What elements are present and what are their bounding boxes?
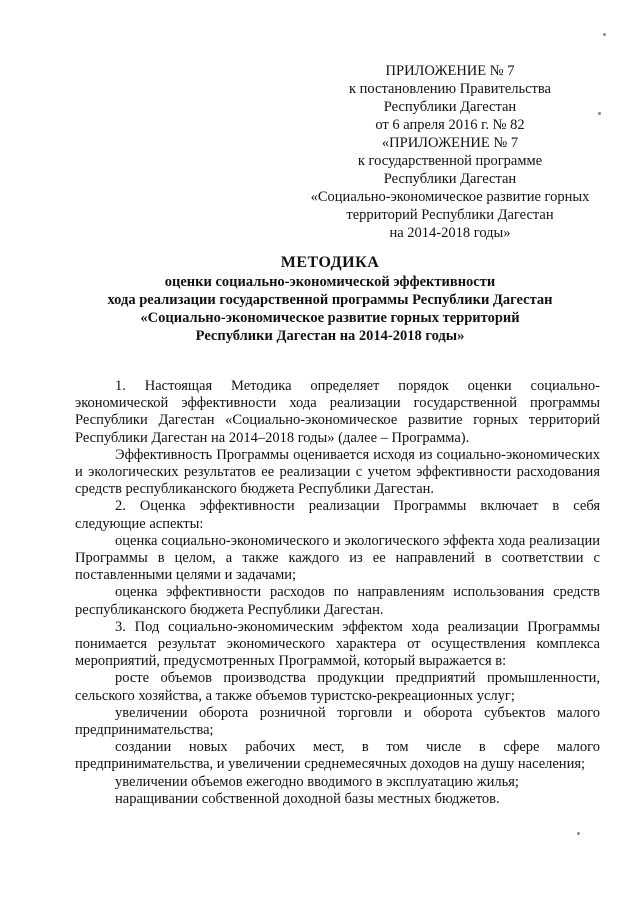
header-line: территорий Республики Дагестан <box>346 207 554 223</box>
header-line: Республики Дагестан <box>383 99 517 115</box>
document-title <box>60 253 600 345</box>
header-line: «ПРИЛОЖЕНИЕ № 7 <box>381 135 519 151</box>
header-line: Республики Дагестан <box>383 171 517 187</box>
title-line: «Социально-экономическое развитие горных территорий <box>140 310 520 326</box>
title-line: Республики Дагестан на 2014-2018 годы» <box>195 328 465 344</box>
paragraph: создании новых рабочих мест, в том числе в сфере малого предпринимательства, и увеличении среднемесячных доходов на душу населения; <box>75 739 600 773</box>
scan-speck <box>603 33 606 36</box>
header-line: на 2014-2018 годы» <box>389 225 511 241</box>
scan-speck <box>598 112 601 115</box>
title-line: оценки социально-экономической эффективности <box>164 274 496 290</box>
paragraph: оценка эффективности расходов по направлениям использования средств республиканского бюджета Республики Дагестан. <box>75 584 600 618</box>
paragraph: 1. Настоящая Методика определяет порядок оценки социально-экономической эффективности хода реализации государственной программы Республики Дагестан «Социально-экономическое развитие горных территорий Республики Дагестан на 2014–2018 годы» (далее – Программа). <box>75 378 600 446</box>
header-line: к государственной программе <box>357 153 543 169</box>
paragraph: росте объемов производства продукции предприятий промышленности, сельского хозяйства, а также объемов туристско-рекреационных услуг; <box>75 670 600 704</box>
document-body <box>75 378 600 808</box>
header-line: ПРИЛОЖЕНИЕ № 7 <box>385 63 515 79</box>
scan-speck <box>577 832 580 835</box>
title-line: хода реализации государственной программы Республики Дагестан <box>107 292 553 308</box>
title-main: МЕТОДИКА <box>280 254 380 271</box>
paragraph: Эффективность Программы оценивается исходя из социально-экономических и экологических результатов ее реализации с учетом эффективности расходования средств республиканского бюджета Республики Дагестан. <box>75 446 600 498</box>
paragraph: 2. Оценка эффективности реализации Программы включает в себя следующие аспекты: <box>75 498 600 532</box>
paragraph: наращивании собственной доходной базы местных бюджетов. <box>115 790 500 807</box>
header-line: от 6 апреля 2016 г. № 82 <box>375 117 525 133</box>
header-line: к постановлению Правительства <box>349 81 551 97</box>
appendix-header <box>300 62 600 242</box>
paragraph: 3. Под социально-экономическим эффектом хода реализации Программы понимается результат экономического характера от осуществления комплекса мероприятий, предусмотренных Программой, который выражается в: <box>75 618 600 670</box>
paragraph: увеличении объемов ежегодно вводимого в эксплуатацию жилья; <box>115 773 519 790</box>
paragraph: оценка социально-экономического и экологического эффекта хода реализации Программы в целом, а также каждого из ее направлений в соответствии с поставленными целями и задачами; <box>75 532 600 584</box>
header-line: «Социально-экономическое развитие горных <box>310 189 590 205</box>
paragraph: увеличении оборота розничной торговли и оборота субъектов малого предпринимательства; <box>75 704 600 739</box>
